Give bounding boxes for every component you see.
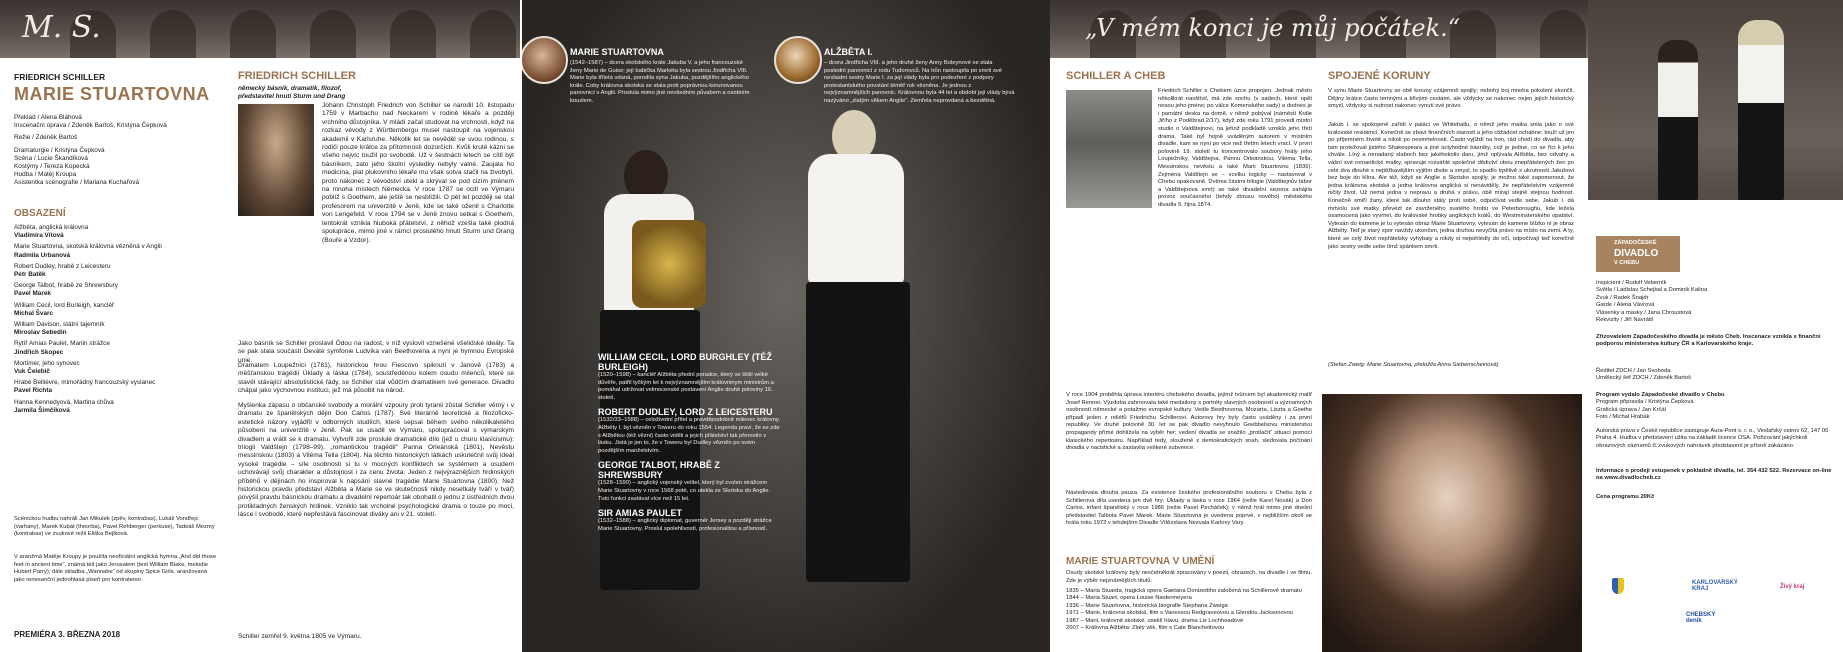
schiller-portrait [238, 104, 314, 216]
cast-role: Rytíř Amias Paulet, Mariin strážce [14, 340, 110, 348]
marie-bio-text: (1542–1587) – dcera skotského krále Jakuba V. a jeho francouzské ženy Marie de Guise; její babička Markéta byla sestrou Jindřicha VIII. Marie byla tříletá vdaná, porodila syna Jakuba, pozdějšího anglického krále. Coby královna skotská se stala proti poprávnou korunovanou panovnicí v Anglii. Proslula mimo jiné nevšedním půvabem a osobním kouzlem. [570, 60, 750, 104]
cheb-panel [1060, 58, 1318, 652]
credit-line: Inscenační úprava / Zdeněk Bartoš, Kristýna Čepková [14, 122, 167, 130]
art-item: 1844 – Maria Stuart, opera Louise Niedermeyera [1066, 595, 1192, 602]
bio-text: (1532–1588) – anglický diplomat, guvernér Jersey a později strážce Marie Stuartovny. Proslul spolehlivostí, profesionalitou a přísností. [598, 518, 772, 532]
cast-role: Mortimer, jeho synovec [14, 359, 80, 367]
credits-panel [0, 58, 228, 652]
art-item: 1936 – Marie Stuartovna, historická biografie Stephana Zweiga [1066, 602, 1228, 609]
credits-list [14, 114, 219, 188]
header-monogram: M. S. [22, 10, 101, 45]
alzbeta-bio-text: – dcera Jindřicha VIII. a jeho druhé ženy Anny Boleynové se stala poslední panovnicí z rodu Tudorovců. Na trůn nastoupila po smrti své nevlastní sestry Marie I. za její vlády byla pro podezření z podpory protestantského povstání téměř rok vězněna. Je jednou z nejvýznamnějších panovnic. Královnou byla 44 let a období její vlády bývá nazýváno „zlatým věkem Anglie“. Zemřela neprovdaná a bezdětná. [824, 60, 1015, 104]
credit-line: Režie / Zdeněk Bartoš [14, 134, 78, 142]
director-line: Umělecký šéf ZDCH / Zdeněk Bartoš [1596, 375, 1692, 382]
author-name: FRIEDRICH SCHILLER [14, 72, 106, 82]
schiller-bio-para: Schiller zemřel 9. května 1805 ve Výmaru. [238, 633, 362, 640]
theatre-logo [1596, 236, 1680, 272]
director-line: Ředitel ZDCH / Jan Svoboda [1596, 368, 1671, 374]
premiere-date: PREMIÉRA 3. BŘEZNA 2018 [14, 630, 121, 639]
marie-portrait-medallion [522, 36, 568, 84]
team-line: Světla / Ladislav Schejbal a Dominik Kalina [1596, 287, 1708, 294]
art-item: 2007 – Královna Alžběta: Zlatý věk, film s Cate Blanchettovou [1066, 625, 1225, 632]
sponsor-logo: Živý kraj [1780, 584, 1805, 590]
bio-title: GEORGE TALBOT, HRABĚ Z SHREWSBURY [598, 460, 720, 481]
cast-heading: OBSAZENÍ [14, 208, 66, 219]
credit-line: Asistentka scénografie / Mariana Kuchařová [14, 179, 140, 187]
alzbeta-bio-title: ALŽBĚTA I. [824, 47, 873, 57]
program-line: Program připravila / Kristýna Čepková [1596, 399, 1694, 406]
credit-line: Scéna / Lucie Škandíková [14, 154, 88, 162]
cast-actor: Radmila Urbanová [14, 251, 71, 259]
program-line: Program vydalo Západočeské divadlo v Chebu [1596, 392, 1725, 398]
cast-actor: Jindřich Skopec [14, 348, 64, 356]
cast-actor: Vuk Čelebič [14, 368, 50, 376]
cheb-para: V roce 1904 proběhla úprava interiéru chebského divadla, jejímž tvůrcem byl akademický malíř Josef Renner. Výzdoba zahrnovala také medailony s portréty slavných osobností a významných osobností německé a potažmo evropské kultury. Vedle Beethovena, Mozarta, Liszta a Goethe připadl jeden z reliéfů Friedrichu Schillerovi. Autorovy hry byly často uváděny i za první republiky. Ve druhé polovině 30. let se pak divadlo nevyhnulo Goebbelsovu ministerstvu propagandy přímé dohlížela na výběr her; vedení divadla se snažilo „protlačit“ situaci pomocí klasického repertoáru. Například tedy, slouženě z demokratických snah, sledovala počínání divadla v nacistické a zastavila veškeré subvence. [1066, 392, 1312, 452]
actress-alzbeta-photo [772, 110, 932, 600]
crowns-heading: SPOJENÉ KORUNY [1328, 70, 1431, 82]
back-photo-figure-left [1658, 40, 1698, 200]
crowns-para: V synu Marie Stuartovny se obě koruny vzájemně spojily; nebohý boj mnoha pokolení skončil. Dějiny krátce často temnými a křivými cestami, ale vždycky se nakonec nejen jejich historický smysl, vždycky si nutnost nakonec vynutí své právo. [1328, 88, 1574, 110]
program-credits [1596, 392, 1836, 422]
sponsor-logo: CHEBSKÝ deník [1686, 612, 1716, 624]
credit-line: Hudba / Matěj Kroupa [14, 171, 77, 179]
cast-actor: Vladimíra Vítová [14, 232, 64, 240]
cast-actor: Michal Švarc [14, 309, 54, 317]
production-team [1596, 280, 1836, 324]
schiller-bio-para: Jako básník se Schiller proslavil Ódou na radost, v níž vyslovil vznešené všelidské ideály. Ta se pak stala součástí Deváté symfonie Ludvíka van Beethovena a nyní je hymnou Evropské unie. [238, 340, 514, 364]
cast-role: Robert Dudley, hrabě z Leicesteru [14, 262, 111, 270]
crowns-panel [1322, 58, 1582, 652]
center-photo-spread [522, 0, 1050, 652]
alzbeta-bio [824, 42, 1016, 111]
schiller-heading: FRIEDRICH SCHILLER [238, 70, 356, 82]
bio-title: WILLIAM CECIL, LORD BURGHLEY (TÉŽ BURLEIGH) [598, 352, 772, 372]
credit-line: Kostýmy / Tereza Kopecká [14, 163, 90, 171]
team-line: Garde / Alena Vávrová [1596, 302, 1655, 309]
song-note: V aranžmá Matěje Kroupy je použita neoficiální anglická hymna „And did those feet in ancient time“, známá též jako Jerusalem (text William Blake, melodie Hubert Parry); dále skladba „Wannabe“ od skupiny Spice Girls, aranžovaná jako renesanční jednohlasá píseň pro kontratenor. [14, 554, 217, 583]
cast-role: Hanna Kennedyová, Martina chůva [14, 398, 114, 406]
schiller-bio-para: Johann Christoph Friedrich von Schiller se narodil 10. listopadu 1759 v Marbachu nad Neckarem v rodině lékaře a později vrchního důstojníka. V mládí začal studovat na vrchnosti, když na rozkaz vévody z Württembergu musel nastoupit na vojenskou akademii v Karlsruhe. Několik let se nevěděl se svou rodinou, s rodiči pouze krátce za přítomnosti dozorčích. Kvůli kruté kázni se všeho nejvíc toužil po svobodě. Už v šestnácti letech se cítil být básníkem, zato jeho školní výsledky nebyly valné. Zaujala ho medicína, plat plukovního lékaře mu však sotva stačil na živobytí, proto nakonec z vévodství utekl a skrýval se pod cizím jménem na mnoha místech Německa. V roce 1787 se ocitl ve Výmaru poblíž s Goethem, ale ještě se nesblížili. O pět let později se stal profesorem na univerzitě v Jeně, kde se také oženil s Charlotte von Lengefeld. V roce 1794 se v Jeně znovu setkal s Goethem, tentokrát vznikla hluboká přátelství, z něhož vzešla také plodná spolupráce, mimo jiné v rámci proslulého hnutí Sturm und Drang (Bouře a Vzdor). [322, 102, 514, 244]
team-line: Inspicient / Rudolf Veberník [1596, 280, 1667, 286]
bio-text: (1520–1598) – kancléř Alžběta přední poradce, který se těšil velké důvěře, patřil tyčkým let k nejvýznamnějším královninym ministrům a pomáhal udržovat velmocenské postavení Anglie druhé poloviny 16. století. [598, 372, 774, 401]
crowns-para: Jakub I. se spokojeně zařídí v paláci ve Whitehallu, o němž jeho matka snila jako o své královské residenci. Konečně se zbaví finančních starostí a jeho ctižádost ochabne: touží už jen po příjemném životě a nikoli po nesmrtelnosti. Často vyjíždí na hon, rád chodí do divadla, aby tam protežoval jistého Shakespeara a jiné úctyhodné básníky, což je jediné, co se říci k jeho chvále. Líný a nenadaný slaboch bez jakéhokoliv daru, jímž oplývala Alžběta, bez odvahy a vášní své romantické matky, spravuje rozsáhlé společné dědictví obou znepřátelených žen po celé dva dlouhé s nejtěžkavějším vyjitím diváe a smysl, to spadlo trpělivě s ukrutností Jakubovi bez boje do klína. Ale též, když se Anglie a Skotsko spojily, je možno také zapomenout, že jedna královna skotská a jedna královna anglická si nenáviděly, že nepřátelstvím vzájemně ničily život. Už nemá jedna v nepravu a druhá v právu, obě mírají stejně stejnou hodnost. Konečně smíří žany, které tak dlouho stály proti sobě, odpočívat vedle sebe. Jakub I. dá mrtvolu své matky převézt ze zavrženého svatého hrobu ve Peterboroughu, kde ležela osamocená jako vyvrhel, do královské hrobky anglických králů, do Westminsterského opatství. Vytesán do kamene je tu vytesán obraz Marie Stuartovny, vytesán do kamene blízko ní je obraz Alžběty. Teď je starý spor navždy ukončen, jedna druhou nevyčítá právo na místo na zemi. A ty, které se celý život nepřátelsky vyhýbaly a nikdy si nepohlédly do očí, odpočívají teď konečně jako sestry vedle sebe tímž spánkem smrti. [1328, 122, 1574, 250]
music-note: Scénickou hudbu nahráli Jan Mikulek (zpěv, kontrabas), Lukáš Vondřejc (varhany), Marek Kubát (theorba), Pavel Rehberger (perkuse), Tadeáš Mezmy (kontrabas) ve zvukové režii Eliška Bejlková. [14, 516, 215, 538]
marie-bio [570, 42, 756, 111]
program-line: Grafická úprava / Jan Krčál [1596, 406, 1666, 413]
team-line: Vlásenky a masky / Jana Chroustová [1596, 309, 1692, 316]
sponsor-logo: KARLOVARSKÝ KRAJ [1692, 580, 1738, 592]
historic-figures-bios [598, 352, 780, 538]
theatre-logo-line: ZÁPADOČESKÉ [1614, 240, 1657, 246]
back-cover-photo [1588, 0, 1843, 200]
art-item: 1835 – Maria Stuarda, tragická opera Gaetana Donizettiho založená na Schillerově dramatu [1066, 588, 1302, 594]
bio-title: ROBERT DUDLEY, LORD Z LEICESTERU [598, 407, 773, 418]
credit-line: Překlad / Alena Bláhová [14, 114, 82, 121]
cast-actor: Pavel Richta [14, 387, 53, 395]
team-line: Zvuk / Radek Šnajdr [1596, 294, 1649, 301]
art-heading: MARIE STUARTOVNA V UMĚNÍ [1066, 556, 1215, 567]
cast-actor: Petr Batěk [14, 271, 46, 279]
cast-role: Hrabě Bellièvre, mimořádný francouzský vyslanec [14, 379, 156, 387]
credit-line: Dramaturgie / Kristýna Čepková [14, 146, 105, 154]
art-list [1066, 588, 1312, 632]
cast-role: Alžběta, anglická královna [14, 224, 89, 231]
art-item: 1971 – Marie, královna skotská, film s Vanessou Redgraveovou a Glendou Jacksonovou [1066, 610, 1294, 617]
header-quote: „V mém konci je můj počátek.“ [1085, 14, 1461, 42]
bio-text: (1528–1590) – anglický vojenský velitel, který byl zvolen strážcem Marie Stuartovny v roce 1568 poté, co utekla ze Skotska do Anglie. Tuto funkci zastával více než 15 let. [598, 480, 771, 502]
cast-role: George Talbot, hrabě ze Shrewsbury [14, 282, 118, 290]
cast-role: William Davison, státní tajemník [14, 321, 105, 329]
theatre-logo-line: DIVADLO [1614, 248, 1659, 259]
queen-painting [1322, 394, 1582, 652]
bio-text: (1532/33–1588) – celoživotní přítel a pravděpodobně milenec královny. Alžběty I. byl vězněn v Toweru do roku 1554. Legenda praví, že se zde s Alžbětou (též vězni) často viděli a jejich přátelství tak přerostlo v lásku. Jistá je jen to, že v Toweru byl Dudley vězněn po svém pozdějším manželstvím. [598, 417, 780, 454]
rights-note: Autorská práva v České republice zastupuje Aura-Pont s. r. o., Veslařský ostrov 62, 147 00 Praha 4. Hudba v představení užita na základě licence OSA. Pořizování jakýchkoli obrazových záznamů či zvukových nahrávek představení je přísně zakázáno. [1596, 428, 1829, 449]
region-crest-icon [1612, 578, 1624, 594]
team-line: Rekvizity / Jiří Navrátil [1596, 317, 1654, 324]
bio-title: SIR AMIAS PAULET [598, 508, 683, 519]
funding-note: Zřizovatelem Západočeského divadla je město Cheb. Inscenace vznikla s finanční podporou ministerstva kultury ČR a Karlovarského kraje. [1596, 334, 1821, 348]
art-intro: Osudy skotské královny byly nesčetněkrát zpracovány v poezii, obrazech, na divadle i ve filmu. Zde je výběr nejznámějších titulů: [1066, 570, 1312, 584]
schiller-panel [232, 58, 522, 652]
cast-actor: Jarmila Šimčíková [14, 406, 70, 414]
marie-bio-title: MARIE STUARTOVNA [570, 47, 664, 57]
art-item: 1987 – Marii, královně skotské, useklí hlavu, drama Liz Lochheadové [1066, 617, 1244, 624]
program-price: Cena programu 20Kč [1596, 494, 1655, 500]
cheb-para: Friedrich Schiller s Chebem úzce propojen. Jednak město několikrát navštívil, má zde sochu (v sadech, které opět nesou jeho jméno; po válce Komenského sady) a dodnes je i památní deska na domě, v němž pobýval (náměstí Krále Jiřího z Poděbrad 2/17), když zde roku 1791 provedl místní studio o Valdštejnovi, na jehož podkladě vzniklo jeho třetí drama. Také byl hojně uváděným autorem v místním divadle, kam se nyní po vice než třetím letech vrací. V první polovině 19. století tu koncentrovalo soubory hrály jeho Loupežníky, Valdštejna, Pannu Orleánskou, Viléma Tella, Messinskou nevěstu a také Marii Stuartovnu (1836). Zejména Valdštejn se – vcelku logicky – nastavoval v Chebu opakovaně. Dvěma částmi trilogie (Valdštejnův tábor a Valdštejnova smrt) se také divadelní sezona zahájila provoz současného (tehdy zbrusu nového) městského divadla 5. října 1874. [1158, 88, 1312, 208]
schiller-statue-photo [1066, 90, 1152, 208]
cast-list [14, 224, 219, 415]
alzbeta-portrait-medallion [774, 36, 822, 84]
cast-actor: Miroslav Sebedín [14, 329, 67, 337]
cheb-heading: SCHILLER A CHEB [1066, 70, 1166, 82]
crowns-quote-source: (Stefan Zweig: Marie Stuartovna, přeložila Anna Siebenscheinová) [1328, 362, 1499, 368]
cast-role: William Cecil, lord Burleigh, kancléř [14, 301, 115, 309]
back-cover-panel [1588, 0, 1843, 652]
cast-actor: Pavel Marek [14, 290, 51, 298]
play-title: MARIE STUARTOVNA [14, 84, 210, 104]
schiller-bio-para: Dramatem Loupežníci (1781), historickou hrou Fiescovo spiknutí v Janově (1783) a měšťanskou tragédií Úklady a láska (1784), soustředěnou kolem osudu milenců, které se stavěl stávající absolutistické řády, se Schiller stal vůdčím dramatikem své generace. Divadlo chápal jako výchovnou instituci, jež má působit na národ. [238, 362, 514, 395]
directors [1596, 368, 1836, 383]
cheb-para: Následovala dlouhá pauza. Za existence českého profesionálního souboru v Chebu byla z Schillerova díla uvedena jen dvě hry: Úklady a láska v roce 1964 (režie Karel Novák) a Don Carlos, infant španělský v roce 1986 (režie Pavel Pecháček); v němž hrál mimo jiné dnešní představitel Talbota Pavel Marek. Marie Stuartovna je uvedena poprvé, v nejbližším okolí se hrála roku 1973 v tehdejším Divadle Vítězslava Nezvala Karlovy Vary. [1066, 490, 1312, 527]
program-line: Foto / Michal Hrabák [1596, 414, 1650, 421]
royal-coat-of-arms [632, 220, 706, 308]
ticket-info: Informace o prodeji vstupenek v pokladně divadla, tel. 354 432 522. Rezervace on-line na www.divadlocheb.cz [1596, 468, 1832, 482]
theatre-logo-line: V CHEBU [1614, 260, 1640, 266]
schiller-bio-para: Myšlenka zápasu o občanské svobody a morální vzpoury proti tyranii zůstal Schiller věrný i v dramatu ze španělských dějin Don Carlos (1787). Své literárně teoretické a filozoficko-estetické názory vyjádřil v odborných studiích, které sepsal během svého několikaletého působení na univerzitě v Jeně. Pak se usadil ve Výmaru, spolupracoval s výmarským divadlem a vrátil se k dramatu. Vytvořil zde proslulé dramatické dílo (jež u churu klasicismu): trilogii Valdštejn (1798–99), „romantickou tragédii“ Panna Orleánská (1801), Nevěstu messinskou (1803) a Viléma Tella (1804). Na těchto historických látkách uskutečnil svůj ideál vysoké tragédie – síle osobnosti si tu v mocných konfliktech se systémem a osudem uchovávají svůj charakter a důstojnost i za cenu života. Jeden z nejvýraznějších hrdinských příběhů v dějinách ho inspiroval k napsání slavné tragédie Marie Stuartovna (1800). Než historickou pravdu představí Alžběta a Marie se ve skutečnosti nikdy nesetkaly tváří v tvář) povýšil pravdu básnickou dramatu a divadelní repertoár tak obohatil o jednu z ústředních dvou protikladných ženských hrdinek. Vzniklo tak vrcholné psychologické drama o touze po moci, lásce i svobodě, které nepřestává fascinovat diváky ani v 21. století. [238, 402, 514, 519]
cast-role: Marie Stuartovna, skotská královna vězněná v Anglii [14, 243, 162, 251]
schiller-subheading: německý básník, dramatik, filozof, představitel hnutí Sturm und Drang [238, 85, 346, 100]
back-photo-figure-right [1738, 20, 1784, 200]
